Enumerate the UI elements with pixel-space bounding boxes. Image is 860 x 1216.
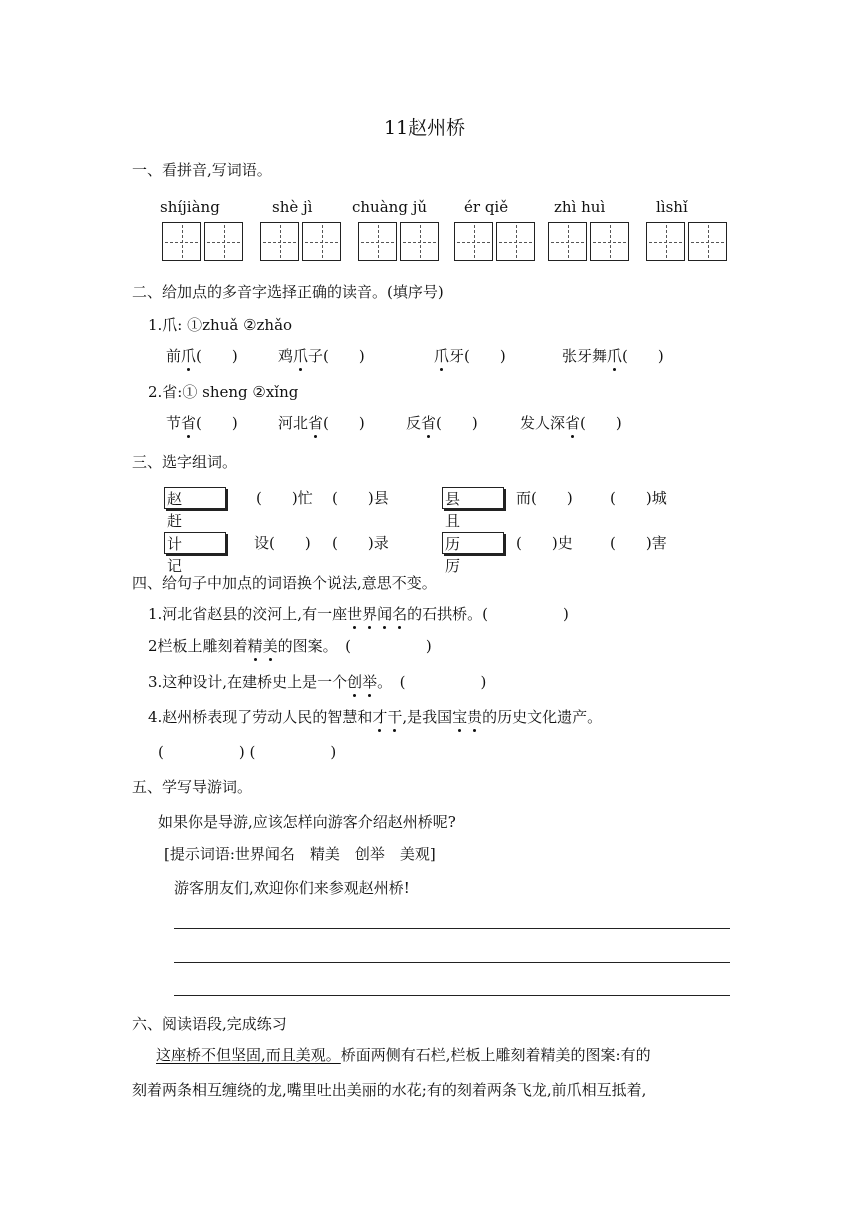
q4-3: 3.这种设计,在建桥史上是一个创举。 ( ) xyxy=(148,673,487,691)
section-2-heading: 二、给加点的多音字选择正确的读音。(填序号) xyxy=(132,283,444,301)
s5-prompt: 如果你是导游,应该怎样向游客介绍赵州桥呢? xyxy=(158,813,456,831)
fill-blank: ( )史 xyxy=(516,534,573,552)
q4-2: 2栏板上雕刻着精美的图案。 ( ) xyxy=(148,637,432,655)
tianzige-box[interactable] xyxy=(548,222,587,261)
writing-line[interactable] xyxy=(174,995,730,996)
section-1-heading: 一、看拼音,写词语。 xyxy=(132,161,272,179)
tianzige-box[interactable] xyxy=(260,222,299,261)
q4-4-answer: ( ) ( ) xyxy=(158,743,337,761)
pinyin-6: lìshǐ xyxy=(656,198,688,216)
q2-2-line: 2.省:① sheng ②xǐng xyxy=(148,383,299,401)
fill-blank: 而( ) xyxy=(516,489,573,507)
fill-blank: ( )害 xyxy=(610,534,667,552)
q2-1-item: 前爪( ) xyxy=(166,347,238,365)
section-5-heading: 五、学写导游词。 xyxy=(132,778,253,796)
tianzige-box[interactable] xyxy=(454,222,493,261)
section-3-heading: 三、选字组词。 xyxy=(132,453,238,471)
section-4-heading: 四、给句子中加点的词语换个说法,意思不变。 xyxy=(132,574,437,592)
char-box: 赵 赶 xyxy=(164,487,226,509)
q4-1: 1.河北省赵县的洨河上,有一座世界闻名的石拱桥。( ) xyxy=(148,605,569,623)
char-box: 历 厉 xyxy=(442,532,504,554)
tianzige-box[interactable] xyxy=(496,222,535,261)
q2-1-item: 鸡爪子( ) xyxy=(278,347,365,365)
pinyin-2: shè jì xyxy=(272,198,313,216)
tianzige-box[interactable] xyxy=(302,222,341,261)
section-6-heading: 六、阅读语段,完成练习 xyxy=(132,1015,287,1033)
tianzige-box[interactable] xyxy=(358,222,397,261)
fill-blank: ( )录 xyxy=(332,534,389,552)
fill-blank: ( )县 xyxy=(332,489,389,507)
passage-line-1: 这座桥不但坚固,而且美观。桥面两侧有石栏,栏板上雕刻着精美的图案:有的 xyxy=(156,1046,651,1064)
pinyin-4: ér qiě xyxy=(464,198,509,216)
fill-blank: 设( ) xyxy=(254,534,311,552)
fill-blank: ( )城 xyxy=(610,489,667,507)
pinyin-5: zhì huì xyxy=(554,198,606,216)
char-box: 县 且 xyxy=(442,487,504,509)
s5-hint: [提示词语:世界闻名 精美 创举 美观] xyxy=(164,845,436,863)
fill-blank: ( )忙 xyxy=(256,489,313,507)
passage-line-2: 刻着两条相互缠绕的龙,嘴里吐出美丽的水花;有的刻着两条飞龙,前爪相互抵着, xyxy=(132,1081,647,1099)
q2-2-item: 发人深省( ) xyxy=(520,414,622,432)
underlined-sentence: 这座桥不但坚固,而且美观。 xyxy=(156,1046,341,1064)
s5-opening: 游客朋友们,欢迎你们来参观赵州桥! xyxy=(174,879,410,897)
q2-2-item: 河北省( ) xyxy=(278,414,365,432)
char-box: 计 记 xyxy=(164,532,226,554)
q2-1-item: 爪牙( ) xyxy=(434,347,506,365)
tianzige-box[interactable] xyxy=(590,222,629,261)
pinyin-3: chuàng jǔ xyxy=(352,198,428,216)
q4-4: 4.赵州桥表现了劳动人民的智慧和才干,是我国宝贵的历史文化遗产。 xyxy=(148,708,603,726)
q2-2-item: 节省( ) xyxy=(166,414,238,432)
writing-line[interactable] xyxy=(174,928,730,929)
q2-1-item: 张牙舞爪( ) xyxy=(562,347,664,365)
page-title: 11赵州桥 xyxy=(384,117,466,139)
q2-2-item: 反省( ) xyxy=(406,414,478,432)
pinyin-1: shíjiàng xyxy=(160,198,220,216)
tianzige-box[interactable] xyxy=(646,222,685,261)
tianzige-box[interactable] xyxy=(688,222,727,261)
tianzige-box[interactable] xyxy=(204,222,243,261)
writing-line[interactable] xyxy=(174,962,730,963)
tianzige-box[interactable] xyxy=(162,222,201,261)
tianzige-box[interactable] xyxy=(400,222,439,261)
q2-1-line: 1.爪: ①zhuǎ ②zhǎo xyxy=(148,316,293,334)
